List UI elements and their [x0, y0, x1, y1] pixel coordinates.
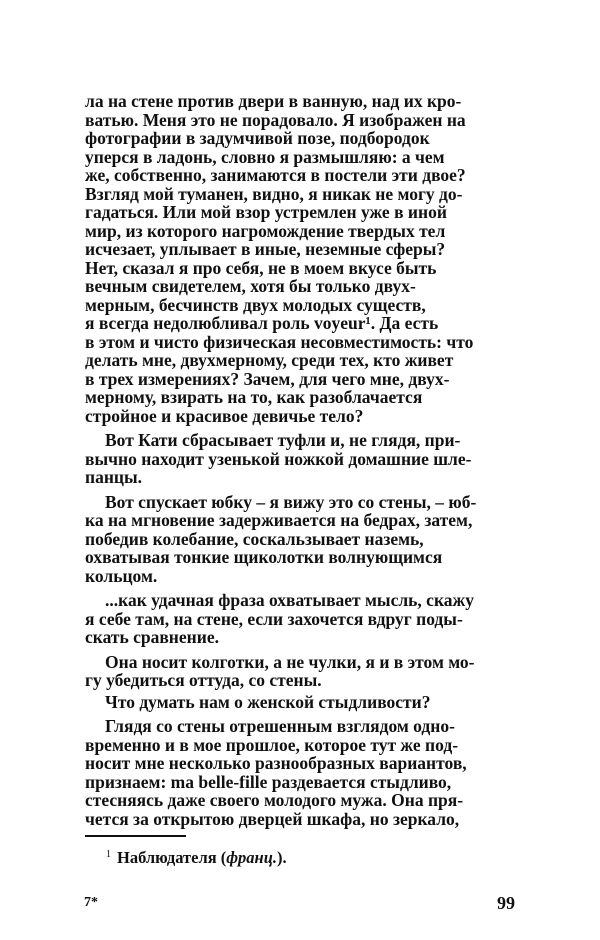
footnote-tail: ). [277, 848, 287, 867]
text-line: Вот спускает юбку – я вижу это со стены, – юб- [105, 491, 477, 512]
text-line: Она носит колготки, а не чулки, я и в этом мо- [105, 651, 475, 672]
signature-mark: 7* [84, 895, 98, 910]
text-line: исчезает, уплывает в иные, неземные сферы? [85, 239, 446, 259]
text-line: Что думать нам о женской стыдливости? [105, 691, 431, 712]
text-line: Глядя со стены отрешенным взглядом одно- [105, 716, 455, 736]
text-line: уперся в ладонь, словно я размышляю: а чем [85, 146, 445, 167]
text-line: признаем: ma belle-fille раздевается стыдливо, [85, 771, 452, 792]
text-line: вычно находит узенькой ножкой домашние шле- [85, 448, 472, 469]
text-line: гу убедиться оттуда, со стены. [85, 670, 322, 690]
footnote-divider [85, 835, 186, 837]
text-line: ватью. Меня это не порадовало. Я изображен на [85, 109, 466, 130]
text-line: фотографии в задумчивой позе, подбородок [85, 128, 430, 148]
text-line: ла на стене против двери в ванную, над их кро- [85, 91, 462, 111]
text-line: ка на мгновение задерживается на бедрах, затем, [85, 510, 473, 530]
text-line: временно и в мое прошлое, которое тут же под- [85, 734, 459, 755]
text-line: в этом и чисто физическая несовместимость: что [85, 331, 474, 352]
text-line: победив колебание, соскальзывает наземь, [85, 528, 424, 549]
footnote-text: Наблюдателя ( [117, 848, 227, 867]
text-line: Взгляд мой туманен, видно, я никак не могу до- [85, 183, 463, 204]
text-line: носит мне несколько разнообразных вариантов, [85, 753, 467, 773]
text-line: охватывая тонкие щиколотки волнующимся [85, 547, 443, 567]
footnote-marker: 1 [106, 849, 111, 860]
text-line: ...как удачная фраза охватывает мысль, скажу [105, 590, 474, 610]
text-line: мир, из которого нагромождение твердых тел [85, 220, 446, 241]
page-number: 99 [497, 893, 515, 913]
text-line: я всегда недолюбливал роль voyeur¹. Да есть [85, 313, 439, 333]
text-line: вечным свидетелем, хотя бы только двух- [85, 276, 416, 296]
text-line: мерному, взирать на то, как разоблачается [85, 387, 423, 407]
text-line: я себе там, на стене, если захочется вдруг поды- [85, 608, 463, 629]
body-text [85, 92, 517, 828]
footnote [106, 848, 287, 868]
text-line: чется за открытою дверцей шкафа, но зеркало, [85, 808, 460, 829]
footnote-italic: франц. [226, 848, 278, 867]
text-line: стесняясь даже своего молодого мужа. Она пря- [85, 790, 464, 810]
text-line: же, собственно, занимаются в постели эти двое? [85, 165, 466, 185]
text-line: кольцом. [85, 565, 158, 586]
text-line: в трех измерениях? Зачем, для чего мне, двух- [85, 368, 450, 389]
text-line: Нет, сказал я про себя, не в моем вкусе быть [85, 257, 437, 278]
text-line: делать мне, двухмерному, среди тех, кто живет [85, 350, 454, 370]
text-line: панцы. [85, 467, 143, 487]
text-line: мерным, бесчинств двух молодых существ, [85, 294, 426, 315]
text-line: гадаться. Или мой взор устремлен уже в иной [85, 202, 447, 222]
text-line: Вот Кати сбрасывает туфли и, не глядя, при- [105, 430, 461, 450]
text-line: скать сравнение. [85, 627, 219, 647]
text-line: стройное и красивое девичье тело? [85, 405, 364, 426]
